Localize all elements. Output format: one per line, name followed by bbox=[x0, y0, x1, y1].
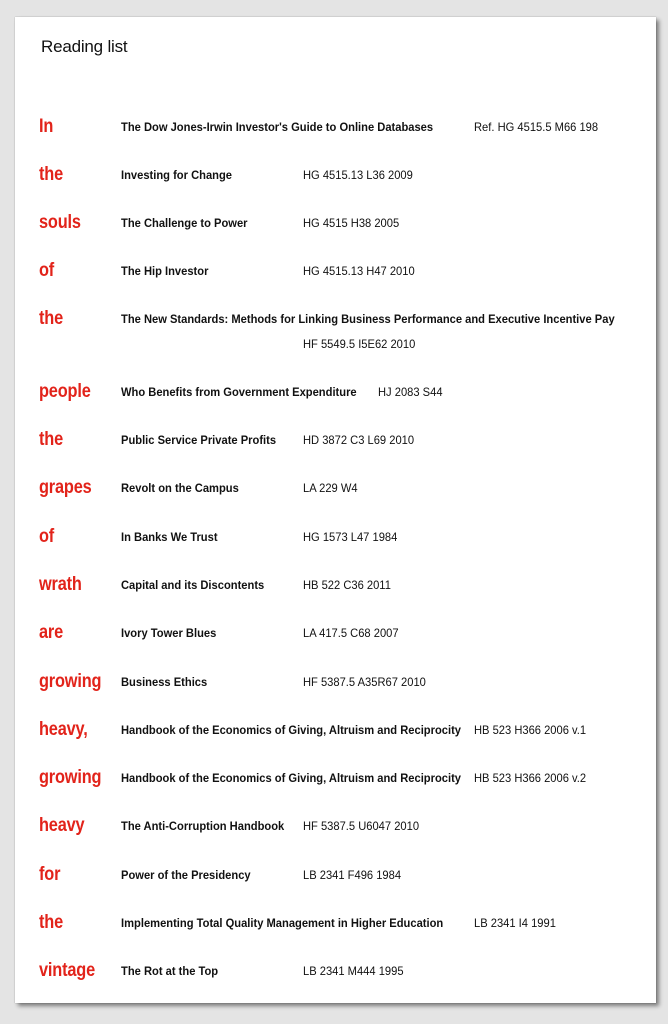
poem-word: heavy, bbox=[39, 719, 88, 740]
book-title: The Challenge to Power bbox=[121, 216, 248, 230]
call-number: HF 5549.5 I5E62 2010 bbox=[303, 337, 416, 351]
call-number: HB 522 C36 2011 bbox=[303, 578, 391, 592]
poem-word: grapes bbox=[39, 477, 92, 498]
call-number: Ref. HG 4515.5 M66 198 bbox=[474, 120, 599, 134]
call-number: HF 5387.5 U6047 2010 bbox=[303, 819, 420, 833]
poem-word: of bbox=[39, 526, 55, 547]
poem-word: the bbox=[39, 429, 63, 450]
document-page bbox=[15, 17, 656, 1003]
list-item bbox=[15, 622, 656, 652]
poem-word: In bbox=[39, 116, 54, 137]
call-number: LB 2341 M444 1995 bbox=[303, 964, 404, 978]
book-title: Capital and its Discontents bbox=[121, 578, 265, 592]
call-number: HB 523 H366 2006 v.1 bbox=[474, 723, 587, 737]
call-number: HG 1573 L47 1984 bbox=[303, 530, 398, 544]
book-title: The Anti-Corruption Handbook bbox=[121, 819, 285, 833]
book-title: Who Benefits from Government Expenditure bbox=[121, 385, 357, 399]
book-title: Ivory Tower Blues bbox=[121, 626, 217, 640]
book-title: Business Ethics bbox=[121, 675, 208, 689]
book-title: The New Standards: Methods for Linking Business Performance and Executive Incentive Pay bbox=[121, 312, 615, 326]
list-item bbox=[15, 960, 656, 990]
list-item bbox=[15, 767, 656, 797]
poem-word: for bbox=[39, 864, 61, 885]
list-item bbox=[15, 116, 656, 146]
book-title: Implementing Total Quality Management in Higher Education bbox=[121, 916, 444, 930]
poem-word: heavy bbox=[39, 815, 85, 836]
list-item bbox=[15, 815, 656, 845]
call-number: HF 5387.5 A35R67 2010 bbox=[303, 675, 426, 689]
list-item bbox=[15, 671, 656, 701]
book-title: Investing for Change bbox=[121, 168, 232, 182]
page-title: Reading list bbox=[41, 37, 128, 56]
book-title: The Hip Investor bbox=[121, 264, 209, 278]
poem-word: growing bbox=[39, 767, 102, 788]
poem-word: growing bbox=[39, 671, 102, 692]
book-title: The Dow Jones-Irwin Investor's Guide to Online Databases bbox=[121, 120, 434, 134]
book-title: The Rot at the Top bbox=[121, 964, 219, 978]
poem-word: are bbox=[39, 622, 64, 643]
poem-word: souls bbox=[39, 212, 81, 233]
call-number: HJ 2083 S44 bbox=[378, 385, 443, 399]
call-number: HG 4515.13 H47 2010 bbox=[303, 264, 415, 278]
call-number: LA 229 W4 bbox=[303, 481, 358, 495]
poem-word: wrath bbox=[39, 574, 82, 595]
book-title: Public Service Private Profits bbox=[121, 433, 277, 447]
book-title: Handbook of the Economics of Giving, Altruism and Reciprocity bbox=[121, 771, 462, 785]
call-number: LB 2341 F496 1984 bbox=[303, 868, 402, 882]
list-item bbox=[15, 864, 656, 894]
list-item bbox=[15, 574, 656, 604]
call-number: LB 2341 I4 1991 bbox=[474, 916, 556, 930]
poem-word: people bbox=[39, 381, 91, 402]
poem-word: the bbox=[39, 308, 63, 329]
book-title: In Banks We Trust bbox=[121, 530, 218, 544]
book-title: Power of the Presidency bbox=[121, 868, 251, 882]
list-item bbox=[15, 260, 656, 290]
book-title: Handbook of the Economics of Giving, Altruism and Reciprocity bbox=[121, 723, 462, 737]
call-number: HG 4515.13 L36 2009 bbox=[303, 168, 413, 182]
call-number: HB 523 H366 2006 v.2 bbox=[474, 771, 587, 785]
poem-word: of bbox=[39, 260, 55, 281]
list-item bbox=[15, 719, 656, 749]
call-number: LA 417.5 C68 2007 bbox=[303, 626, 399, 640]
list-item bbox=[15, 381, 656, 411]
list-item bbox=[15, 429, 656, 459]
poem-word: the bbox=[39, 164, 63, 185]
call-number: HG 4515 H38 2005 bbox=[303, 216, 400, 230]
list-item bbox=[15, 526, 656, 556]
call-number: HD 3872 C3 L69 2010 bbox=[303, 433, 415, 447]
poem-word: the bbox=[39, 912, 63, 933]
list-item bbox=[15, 308, 656, 351]
list-item bbox=[15, 912, 656, 942]
list-item bbox=[15, 164, 656, 194]
poem-word: vintage bbox=[39, 960, 96, 981]
list-item bbox=[15, 477, 656, 507]
book-title: Revolt on the Campus bbox=[121, 481, 239, 495]
list-item bbox=[15, 212, 656, 242]
